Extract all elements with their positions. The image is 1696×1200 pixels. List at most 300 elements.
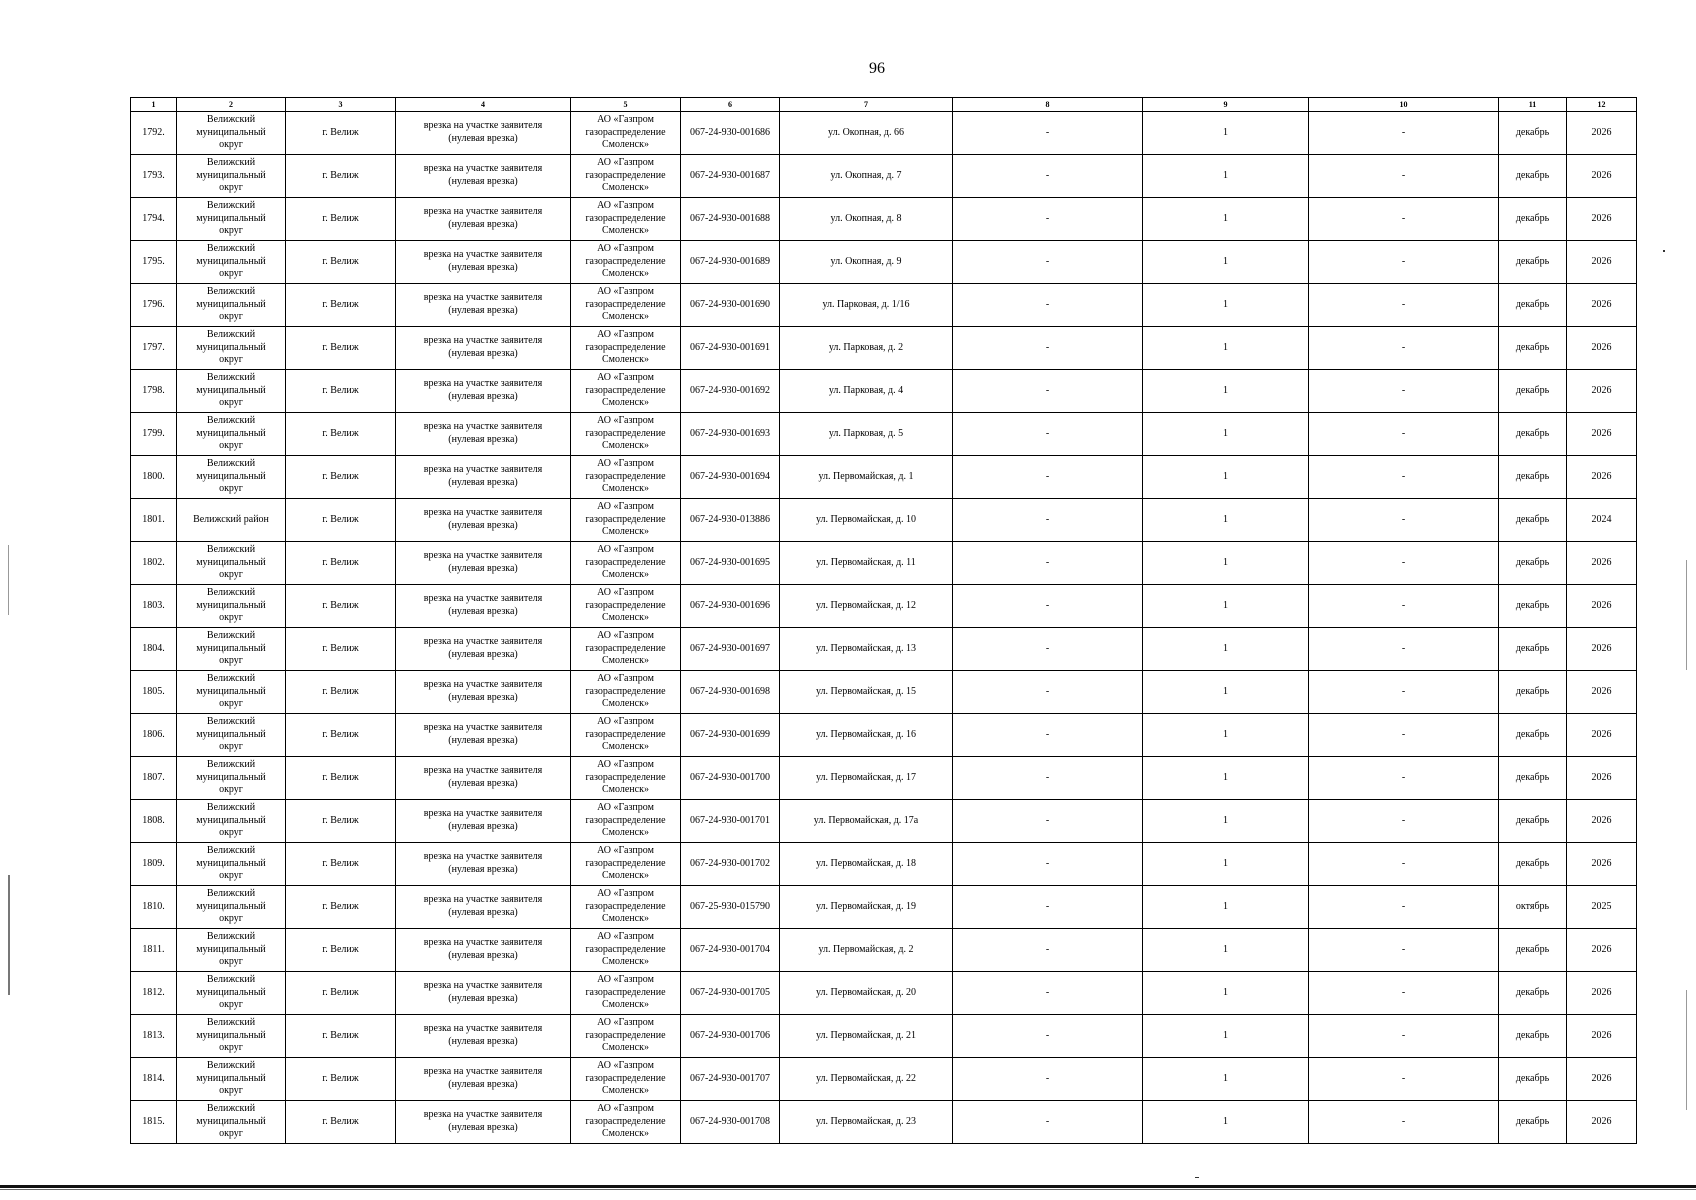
col8-value-text: - [1045, 857, 1050, 869]
cell-connection-type [396, 800, 571, 843]
cell-col9-value [1143, 671, 1309, 714]
settlement-text: г. Велиж [322, 169, 359, 181]
settlement-text: г. Велиж [322, 427, 359, 439]
cell-registry-number [681, 284, 780, 327]
cell-connection-type [396, 886, 571, 929]
cell-month [1499, 456, 1567, 499]
row-number-text: 1813. [142, 1029, 165, 1041]
cell-year [1567, 241, 1637, 284]
cell-registry-number [681, 241, 780, 284]
row-number-text: 1792. [142, 126, 165, 138]
cell-month [1499, 112, 1567, 155]
month-text: декабрь [1515, 556, 1550, 568]
cell-col10-value [1309, 112, 1499, 155]
municipality-text: Велижский муниципальный округ [196, 844, 266, 882]
cell-row-number [131, 757, 177, 800]
row-number-text: 1811. [142, 943, 165, 955]
cell-year [1567, 757, 1637, 800]
cell-col8-value [953, 241, 1143, 284]
cell-month [1499, 929, 1567, 972]
cell-row-number [131, 155, 177, 198]
municipality-text: Велижский муниципальный округ [196, 715, 266, 753]
table-row [131, 1015, 1637, 1058]
address-text: ул. Первомайская, д. 21 [816, 1029, 916, 1041]
cell-year [1567, 800, 1637, 843]
cell-settlement [286, 671, 396, 714]
registry-number-text: 067-24-930-001702 [690, 857, 770, 869]
cell-col10-value [1309, 843, 1499, 886]
row-number-text: 1800. [142, 470, 165, 482]
registry-number-text: 067-24-930-001708 [690, 1115, 770, 1127]
year-text: 2026 [1591, 685, 1612, 697]
operator-text: АО «Газпром газораспределение Смоленск» [585, 328, 666, 366]
cell-settlement [286, 327, 396, 370]
municipality-text: Велижский муниципальный округ [196, 586, 266, 624]
cell-col9-value [1143, 585, 1309, 628]
year-text: 2024 [1591, 513, 1612, 525]
cell-col9-value [1143, 843, 1309, 886]
connection-type-text: врезка на участке заявителя (нулевая врезка) [423, 421, 543, 445]
connection-type-text: врезка на участке заявителя (нулевая врезка) [423, 163, 543, 187]
table-row [131, 929, 1637, 972]
cell-col8-value [953, 1101, 1143, 1144]
cell-registry-number [681, 585, 780, 628]
cell-connection-type [396, 198, 571, 241]
cell-settlement [286, 929, 396, 972]
cell-address [780, 456, 953, 499]
year-text: 2025 [1591, 900, 1612, 912]
connection-type-text: врезка на участке заявителя (нулевая врезка) [423, 1066, 543, 1090]
col10-value-text: - [1401, 1029, 1406, 1041]
cell-year [1567, 714, 1637, 757]
cell-settlement [286, 585, 396, 628]
cell-month [1499, 241, 1567, 284]
cell-operator [571, 1101, 681, 1144]
registry-number-text: 067-24-930-001689 [690, 255, 770, 267]
municipality-text: Велижский муниципальный округ [196, 414, 266, 452]
cell-operator [571, 241, 681, 284]
operator-text: АО «Газпром газораспределение Смоленск» [585, 930, 666, 968]
year-text: 2026 [1591, 212, 1612, 224]
cell-connection-type [396, 1101, 571, 1144]
table-row [131, 628, 1637, 671]
registry-number-text: 067-24-930-001706 [690, 1029, 770, 1041]
cell-year [1567, 628, 1637, 671]
cell-col10-value [1309, 972, 1499, 1015]
municipality-text: Велижский муниципальный округ [196, 156, 266, 194]
cell-col10-value [1309, 1101, 1499, 1144]
operator-text: АО «Газпром газораспределение Смоленск» [585, 500, 666, 538]
col10-value-text: - [1401, 427, 1406, 439]
cell-year [1567, 284, 1637, 327]
registry-number-text: 067-24-930-001687 [690, 169, 770, 181]
cell-operator [571, 757, 681, 800]
connection-type-text: врезка на участке заявителя (нулевая врезка) [423, 507, 543, 531]
settlement-text: г. Велиж [322, 1115, 359, 1127]
cell-settlement [286, 413, 396, 456]
cell-row-number [131, 327, 177, 370]
row-number-text: 1814. [142, 1072, 165, 1084]
col10-value-text: - [1401, 814, 1406, 826]
cell-connection-type [396, 628, 571, 671]
row-number-text: 1810. [142, 900, 165, 912]
row-number-text: 1799. [142, 427, 165, 439]
connection-type-text: врезка на участке заявителя (нулевая врезка) [423, 851, 543, 875]
column-header: 5 [571, 98, 681, 112]
col8-value-text: - [1045, 986, 1050, 998]
cell-registry-number [681, 327, 780, 370]
municipality-text: Велижский муниципальный округ [196, 672, 266, 710]
year-text: 2026 [1591, 857, 1612, 869]
cell-operator [571, 327, 681, 370]
month-text: октябрь [1515, 900, 1550, 912]
cell-address [780, 714, 953, 757]
connection-type-text: врезка на участке заявителя (нулевая врезка) [423, 980, 543, 1004]
col8-value-text: - [1045, 1029, 1050, 1041]
cell-operator [571, 886, 681, 929]
cell-row-number [131, 499, 177, 542]
cell-year [1567, 585, 1637, 628]
scan-edge-mark [1686, 990, 1687, 1110]
cell-operator [571, 714, 681, 757]
municipality-text: Велижский район [193, 513, 269, 525]
cell-registry-number [681, 843, 780, 886]
cell-col8-value [953, 327, 1143, 370]
page-number: 96 [869, 60, 885, 77]
municipality-text: Велижский муниципальный округ [196, 543, 266, 581]
scan-speck [1663, 250, 1665, 252]
address-text: ул. Первомайская, д. 13 [816, 642, 916, 654]
year-text: 2026 [1591, 986, 1612, 998]
col9-value-text: 1 [1223, 556, 1228, 568]
municipality-text: Велижский муниципальный округ [196, 887, 266, 925]
table-row [131, 413, 1637, 456]
cell-col10-value [1309, 284, 1499, 327]
cell-col8-value [953, 284, 1143, 327]
cell-col10-value [1309, 327, 1499, 370]
cell-col9-value [1143, 972, 1309, 1015]
operator-text: АО «Газпром газораспределение Смоленск» [585, 629, 666, 667]
cell-municipality [177, 198, 286, 241]
table-row [131, 800, 1637, 843]
registry-number-text: 067-24-930-001688 [690, 212, 770, 224]
connection-type-text: врезка на участке заявителя (нулевая врезка) [423, 894, 543, 918]
cell-col10-value [1309, 241, 1499, 284]
settlement-text: г. Велиж [322, 642, 359, 654]
cell-address [780, 542, 953, 585]
column-header: 12 [1567, 98, 1637, 112]
cell-address [780, 1101, 953, 1144]
cell-operator [571, 1058, 681, 1101]
table-row [131, 284, 1637, 327]
operator-text: АО «Газпром газораспределение Смоленск» [585, 973, 666, 1011]
cell-address [780, 757, 953, 800]
settlement-text: г. Велиж [322, 900, 359, 912]
cell-municipality [177, 628, 286, 671]
col9-value-text: 1 [1223, 470, 1228, 482]
cell-col8-value [953, 112, 1143, 155]
cell-municipality [177, 499, 286, 542]
address-text: ул. Окопная, д. 7 [830, 169, 902, 181]
cell-row-number [131, 456, 177, 499]
cell-col10-value [1309, 155, 1499, 198]
cell-col9-value [1143, 929, 1309, 972]
address-text: ул. Первомайская, д. 17 [816, 771, 916, 783]
cell-settlement [286, 284, 396, 327]
municipality-text: Велижский муниципальный округ [196, 328, 266, 366]
cell-year [1567, 542, 1637, 585]
cell-registry-number [681, 1058, 780, 1101]
operator-text: АО «Газпром газораспределение Смоленск» [585, 543, 666, 581]
row-number-text: 1793. [142, 169, 165, 181]
address-text: ул. Первомайская, д. 11 [816, 556, 916, 568]
registry-number-text: 067-24-930-001698 [690, 685, 770, 697]
year-text: 2026 [1591, 728, 1612, 740]
cell-address [780, 628, 953, 671]
operator-text: АО «Газпром газораспределение Смоленск» [585, 586, 666, 624]
cell-col9-value [1143, 499, 1309, 542]
cell-col9-value [1143, 800, 1309, 843]
address-text: ул. Первомайская, д. 23 [816, 1115, 916, 1127]
cell-year [1567, 1015, 1637, 1058]
col10-value-text: - [1401, 212, 1406, 224]
registry-number-text: 067-24-930-013886 [690, 513, 770, 525]
register-table-container [130, 97, 1637, 1144]
registry-number-text: 067-24-930-001695 [690, 556, 770, 568]
col10-value-text: - [1401, 599, 1406, 611]
registry-number-text: 067-24-930-001701 [690, 814, 770, 826]
cell-municipality [177, 671, 286, 714]
col8-value-text: - [1045, 1115, 1050, 1127]
cell-row-number [131, 972, 177, 1015]
cell-year [1567, 456, 1637, 499]
year-text: 2026 [1591, 1029, 1612, 1041]
year-text: 2026 [1591, 298, 1612, 310]
connection-type-text: врезка на участке заявителя (нулевая врезка) [423, 808, 543, 832]
operator-text: АО «Газпром газораспределение Смоленск» [585, 113, 666, 151]
cell-registry-number [681, 671, 780, 714]
table-row [131, 370, 1637, 413]
cell-municipality [177, 1101, 286, 1144]
cell-row-number [131, 241, 177, 284]
col9-value-text: 1 [1223, 986, 1228, 998]
month-text: декабрь [1515, 771, 1550, 783]
operator-text: АО «Газпром газораспределение Смоленск» [585, 844, 666, 882]
connection-type-text: врезка на участке заявителя (нулевая врезка) [423, 120, 543, 144]
settlement-text: г. Велиж [322, 513, 359, 525]
cell-col8-value [953, 671, 1143, 714]
month-text: декабрь [1515, 341, 1550, 353]
cell-municipality [177, 284, 286, 327]
cell-registry-number [681, 370, 780, 413]
table-row [131, 112, 1637, 155]
col10-value-text: - [1401, 857, 1406, 869]
cell-registry-number [681, 112, 780, 155]
cell-municipality [177, 886, 286, 929]
connection-type-text: врезка на участке заявителя (нулевая врезка) [423, 378, 543, 402]
address-text: ул. Первомайская, д. 17а [813, 814, 919, 826]
col9-value-text: 1 [1223, 427, 1228, 439]
column-header: 10 [1309, 98, 1499, 112]
row-number-text: 1795. [142, 255, 165, 267]
cell-municipality [177, 843, 286, 886]
month-text: декабрь [1515, 212, 1550, 224]
column-header: 3 [286, 98, 396, 112]
year-text: 2026 [1591, 556, 1612, 568]
operator-text: АО «Газпром газораспределение Смоленск» [585, 242, 666, 280]
cell-registry-number [681, 757, 780, 800]
column-header: 7 [780, 98, 953, 112]
connection-type-text: врезка на участке заявителя (нулевая врезка) [423, 1023, 543, 1047]
col9-value-text: 1 [1223, 685, 1228, 697]
cell-col9-value [1143, 542, 1309, 585]
cell-operator [571, 112, 681, 155]
cell-month [1499, 413, 1567, 456]
cell-settlement [286, 370, 396, 413]
cell-settlement [286, 1101, 396, 1144]
cell-operator [571, 370, 681, 413]
cell-year [1567, 413, 1637, 456]
cell-row-number [131, 1015, 177, 1058]
connection-type-text: врезка на участке заявителя (нулевая врезка) [423, 292, 543, 316]
cell-col8-value [953, 628, 1143, 671]
operator-text: АО «Газпром газораспределение Смоленск» [585, 371, 666, 409]
col8-value-text: - [1045, 771, 1050, 783]
registry-number-text: 067-24-930-001707 [690, 1072, 770, 1084]
cell-operator [571, 1015, 681, 1058]
municipality-text: Велижский муниципальный округ [196, 973, 266, 1011]
month-text: декабрь [1515, 126, 1550, 138]
address-text: ул. Первомайская, д. 10 [816, 513, 916, 525]
col10-value-text: - [1401, 513, 1406, 525]
year-text: 2026 [1591, 169, 1612, 181]
month-text: декабрь [1515, 169, 1550, 181]
municipality-text: Велижский муниципальный округ [196, 371, 266, 409]
cell-settlement [286, 628, 396, 671]
month-text: декабрь [1515, 1072, 1550, 1084]
col10-value-text: - [1401, 341, 1406, 353]
col10-value-text: - [1401, 642, 1406, 654]
year-text: 2026 [1591, 943, 1612, 955]
cell-settlement [286, 499, 396, 542]
cell-col10-value [1309, 757, 1499, 800]
cell-year [1567, 112, 1637, 155]
municipality-text: Велижский муниципальный округ [196, 629, 266, 667]
col9-value-text: 1 [1223, 255, 1228, 267]
table-row [131, 972, 1637, 1015]
col10-value-text: - [1401, 900, 1406, 912]
col9-value-text: 1 [1223, 728, 1228, 740]
cell-year [1567, 886, 1637, 929]
cell-col10-value [1309, 585, 1499, 628]
cell-col8-value [953, 1058, 1143, 1101]
cell-year [1567, 671, 1637, 714]
register-table [130, 97, 1637, 1144]
scan-edge-mark [8, 875, 10, 995]
cell-settlement [286, 886, 396, 929]
cell-col9-value [1143, 886, 1309, 929]
address-text: ул. Парковая, д. 1/16 [822, 298, 910, 310]
cell-col10-value [1309, 456, 1499, 499]
cell-municipality [177, 112, 286, 155]
operator-text: АО «Газпром газораспределение Смоленск» [585, 285, 666, 323]
cell-address [780, 241, 953, 284]
address-text: ул. Парковая, д. 4 [828, 384, 904, 396]
cell-address [780, 413, 953, 456]
cell-year [1567, 1101, 1637, 1144]
page-bottom-rule-thin [0, 1189, 1696, 1190]
col8-value-text: - [1045, 341, 1050, 353]
cell-address [780, 1058, 953, 1101]
cell-settlement [286, 1015, 396, 1058]
operator-text: АО «Газпром газораспределение Смоленск» [585, 672, 666, 710]
cell-col8-value [953, 456, 1143, 499]
operator-text: АО «Газпром газораспределение Смоленск» [585, 199, 666, 237]
row-number-text: 1809. [142, 857, 165, 869]
col8-value-text: - [1045, 943, 1050, 955]
cell-year [1567, 929, 1637, 972]
table-row [131, 886, 1637, 929]
scan-edge-mark [1686, 560, 1687, 670]
registry-number-text: 067-24-930-001704 [690, 943, 770, 955]
cell-municipality [177, 241, 286, 284]
cell-connection-type [396, 499, 571, 542]
settlement-text: г. Велиж [322, 255, 359, 267]
registry-number-text: 067-24-930-001699 [690, 728, 770, 740]
cell-address [780, 585, 953, 628]
col9-value-text: 1 [1223, 857, 1228, 869]
cell-row-number [131, 585, 177, 628]
settlement-text: г. Велиж [322, 298, 359, 310]
cell-municipality [177, 1058, 286, 1101]
column-header: 6 [681, 98, 780, 112]
cell-address [780, 929, 953, 972]
table-row [131, 456, 1637, 499]
address-text: ул. Первомайская, д. 16 [816, 728, 916, 740]
cell-registry-number [681, 499, 780, 542]
cell-year [1567, 1058, 1637, 1101]
settlement-text: г. Велиж [322, 1029, 359, 1041]
settlement-text: г. Велиж [322, 1072, 359, 1084]
cell-municipality [177, 413, 286, 456]
cell-col10-value [1309, 1058, 1499, 1101]
connection-type-text: врезка на участке заявителя (нулевая врезка) [423, 765, 543, 789]
cell-row-number [131, 886, 177, 929]
cell-registry-number [681, 800, 780, 843]
month-text: декабрь [1515, 513, 1550, 525]
year-text: 2026 [1591, 814, 1612, 826]
municipality-text: Велижский муниципальный округ [196, 1016, 266, 1054]
table-row [131, 499, 1637, 542]
col10-value-text: - [1401, 126, 1406, 138]
cell-settlement [286, 843, 396, 886]
col10-value-text: - [1401, 986, 1406, 998]
settlement-text: г. Велиж [322, 814, 359, 826]
cell-registry-number [681, 456, 780, 499]
cell-operator [571, 628, 681, 671]
operator-text: АО «Газпром газораспределение Смоленск» [585, 457, 666, 495]
table-row [131, 241, 1637, 284]
cell-row-number [131, 413, 177, 456]
col8-value-text: - [1045, 384, 1050, 396]
cell-connection-type [396, 456, 571, 499]
cell-month [1499, 1015, 1567, 1058]
address-text: ул. Парковая, д. 5 [828, 427, 904, 439]
connection-type-text: врезка на участке заявителя (нулевая врезка) [423, 593, 543, 617]
settlement-text: г. Велиж [322, 685, 359, 697]
connection-type-text: врезка на участке заявителя (нулевая врезка) [423, 249, 543, 273]
cell-registry-number [681, 714, 780, 757]
